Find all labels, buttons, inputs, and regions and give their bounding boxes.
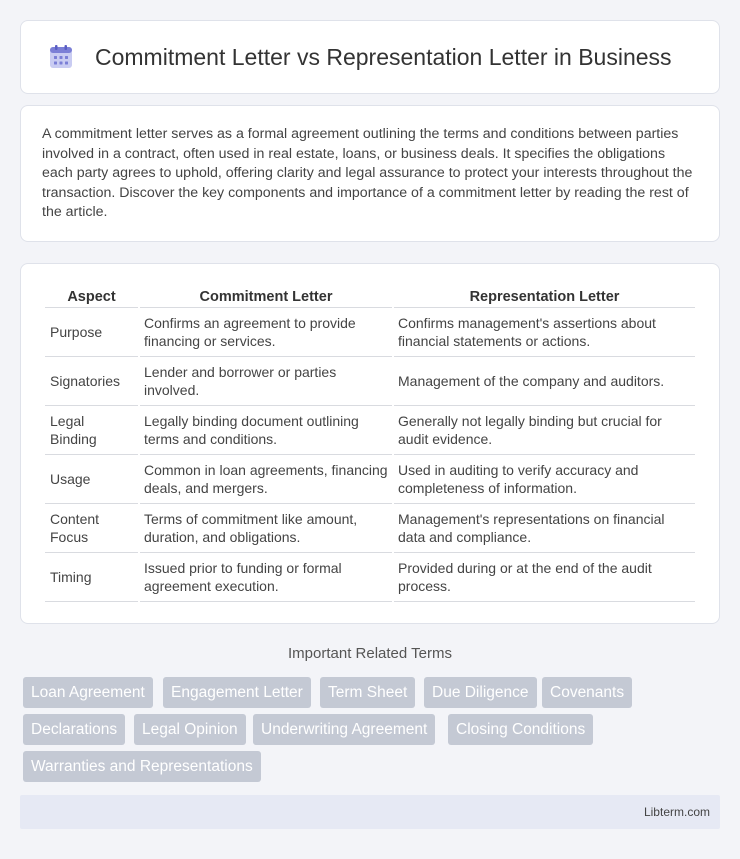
cell-representation: Provided during or at the end of the audit process. [394, 553, 695, 602]
tag-covenants[interactable]: Covenants [542, 677, 632, 708]
table-row [45, 406, 695, 455]
cell-representation: Confirms management's assertions about financial statements or actions. [394, 308, 695, 357]
comparison-table [43, 286, 697, 602]
table-row [45, 455, 695, 504]
cell-aspect: Purpose [45, 308, 138, 357]
tag-loan-agreement[interactable]: Loan Agreement [23, 677, 153, 708]
cell-aspect: Content Focus [45, 504, 138, 553]
footer [20, 795, 720, 829]
cell-aspect: Legal Binding [45, 406, 138, 455]
cell-commitment: Terms of commitment like amount, duration, and obligations. [140, 504, 392, 553]
cell-commitment: Confirms an agreement to provide financing or services. [140, 308, 392, 357]
intro-paragraph: A commitment letter serves as a formal agreement outlining the terms and conditions between parties involved in a contract, often used in real estate, loans, or business deals. It specifies the obligations each party agrees to uphold, offering clarity and legal assurance to protect your interests throughout the transaction. Discover the key components and importance of a commitment letter by reading the rest of the article. [42, 126, 693, 221]
tag-warranties-and-representations[interactable]: Warranties and Representations [23, 751, 261, 782]
cell-representation: Management's representations on financial data and compliance. [394, 504, 695, 553]
cell-commitment: Common in loan agreements, financing deals, and mergers. [140, 455, 392, 504]
tag-term-sheet[interactable]: Term Sheet [320, 677, 415, 708]
cell-aspect: Usage [45, 455, 138, 504]
cell-aspect: Timing [45, 553, 138, 602]
comparison-card [20, 263, 720, 624]
tag-engagement-letter[interactable]: Engagement Letter [163, 677, 311, 708]
cell-commitment: Lender and borrower or parties involved. [140, 357, 392, 406]
calendar-icon [47, 43, 75, 71]
table-header-row [45, 286, 695, 308]
tag-closing-conditions[interactable]: Closing Conditions [448, 714, 593, 745]
cell-commitment: Issued prior to funding or formal agreement execution. [140, 553, 392, 602]
table-row [45, 553, 695, 602]
table-row [45, 504, 695, 553]
cell-commitment: Legally binding document outlining terms and conditions. [140, 406, 392, 455]
header-representation-letter: Representation Letter [394, 286, 695, 308]
footer-brand[interactable]: Libterm.com [643, 805, 710, 819]
header-commitment-letter: Commitment Letter [140, 286, 392, 308]
tag-declarations[interactable]: Declarations [23, 714, 125, 745]
cell-representation: Used in auditing to verify accuracy and completeness of information. [394, 455, 695, 504]
title-card [20, 20, 720, 94]
page-title: Commitment Letter vs Representation Letter in Business [95, 43, 672, 70]
header-aspect: Aspect [45, 286, 138, 308]
table-row [45, 357, 695, 406]
cell-representation: Management of the company and auditors. [394, 357, 695, 406]
tag-underwriting-agreement[interactable]: Underwriting Agreement [253, 714, 435, 745]
tag-due-diligence[interactable]: Due Diligence [424, 677, 537, 708]
related-terms-heading: Important Related Terms [288, 645, 452, 662]
table-row [45, 308, 695, 357]
intro-card [20, 105, 720, 242]
cell-aspect: Signatories [45, 357, 138, 406]
cell-representation: Generally not legally binding but crucial for audit evidence. [394, 406, 695, 455]
tag-legal-opinion[interactable]: Legal Opinion [134, 714, 246, 745]
